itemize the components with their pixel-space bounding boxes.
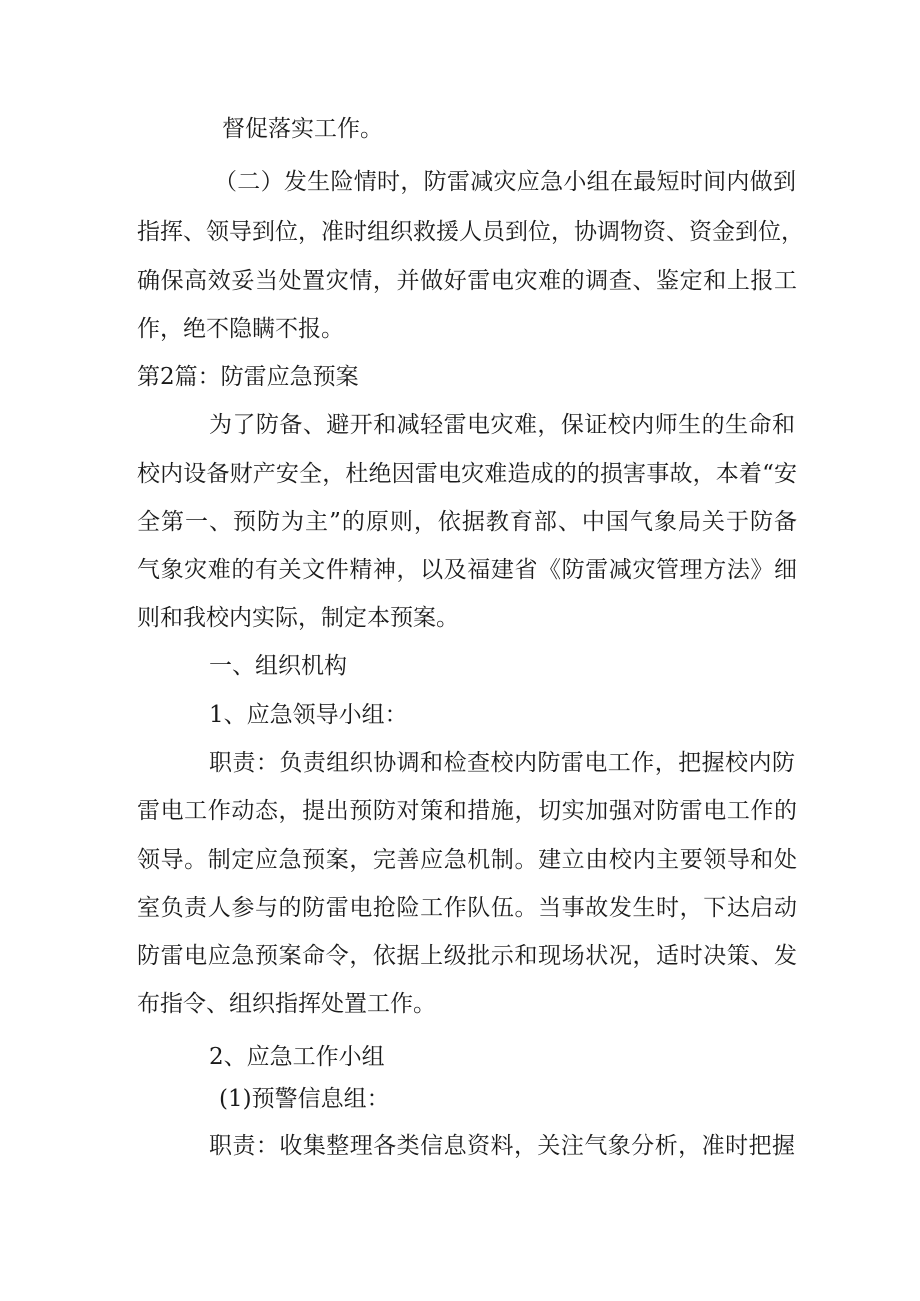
text-line: 校内设备财产安全，杜绝因雷电灾难造成的的损害事故，本着“安: [137, 461, 797, 487]
text-line: 雷电工作动态，提出预防对策和措施，切实加强对防雷电工作的: [137, 798, 797, 824]
text-line: 作，绝不隐瞒不报。: [137, 316, 344, 342]
subheading: 2、应急工作小组: [209, 1044, 385, 1070]
text-line: 确保高效妥当处置灾情，并做好雷电灾难的调查、鉴定和上报工: [137, 268, 797, 294]
subheading: (1)预警信息组：: [219, 1086, 390, 1112]
text-line: 室负责人参与的防雷电抢险工作队伍。当事故发生时，下达启动: [137, 895, 797, 921]
text-line: 职责：负责组织协调和检查校内防雷电工作，把握校内防: [209, 750, 795, 776]
text-line: 气象灾难的有关文件精神，以及福建省《防雷减灾管理方法》细: [137, 557, 797, 583]
text-line: 督促落实工作。: [222, 116, 383, 142]
text-line: 为了防备、避开和减轻雷电灾难，保证校内师生的生命和: [209, 412, 795, 438]
text-line: 则和我校内实际，制定本预案。: [137, 605, 459, 631]
text-line: 职责：收集整理各类信息资料，关注气象分析，准时把握: [209, 1133, 795, 1159]
section-heading: 第2篇：防雷应急预案: [137, 364, 359, 390]
text-line: （二）发生险情时，防雷减灾应急小组在最短时间内做到: [214, 169, 796, 195]
text-line: 全第一、预防为主”的原则，依据教育部、中国气象局关于防备: [137, 509, 797, 535]
text-line: 领导。制定应急预案，完善应急机制。建立由校内主要领导和处: [137, 847, 797, 873]
text-line: 布指令、组织指挥处置工作。: [137, 991, 436, 1017]
text-line: 指挥、领导到位，准时组织救援人员到位，协调物资、资金到位，: [137, 219, 804, 245]
text-line: 防雷电应急预案命令，依据上级批示和现场状况，适时决策、发: [137, 943, 797, 969]
subheading: 一、组织机构: [209, 653, 347, 679]
subheading: 1、应急领导小组：: [209, 702, 408, 728]
